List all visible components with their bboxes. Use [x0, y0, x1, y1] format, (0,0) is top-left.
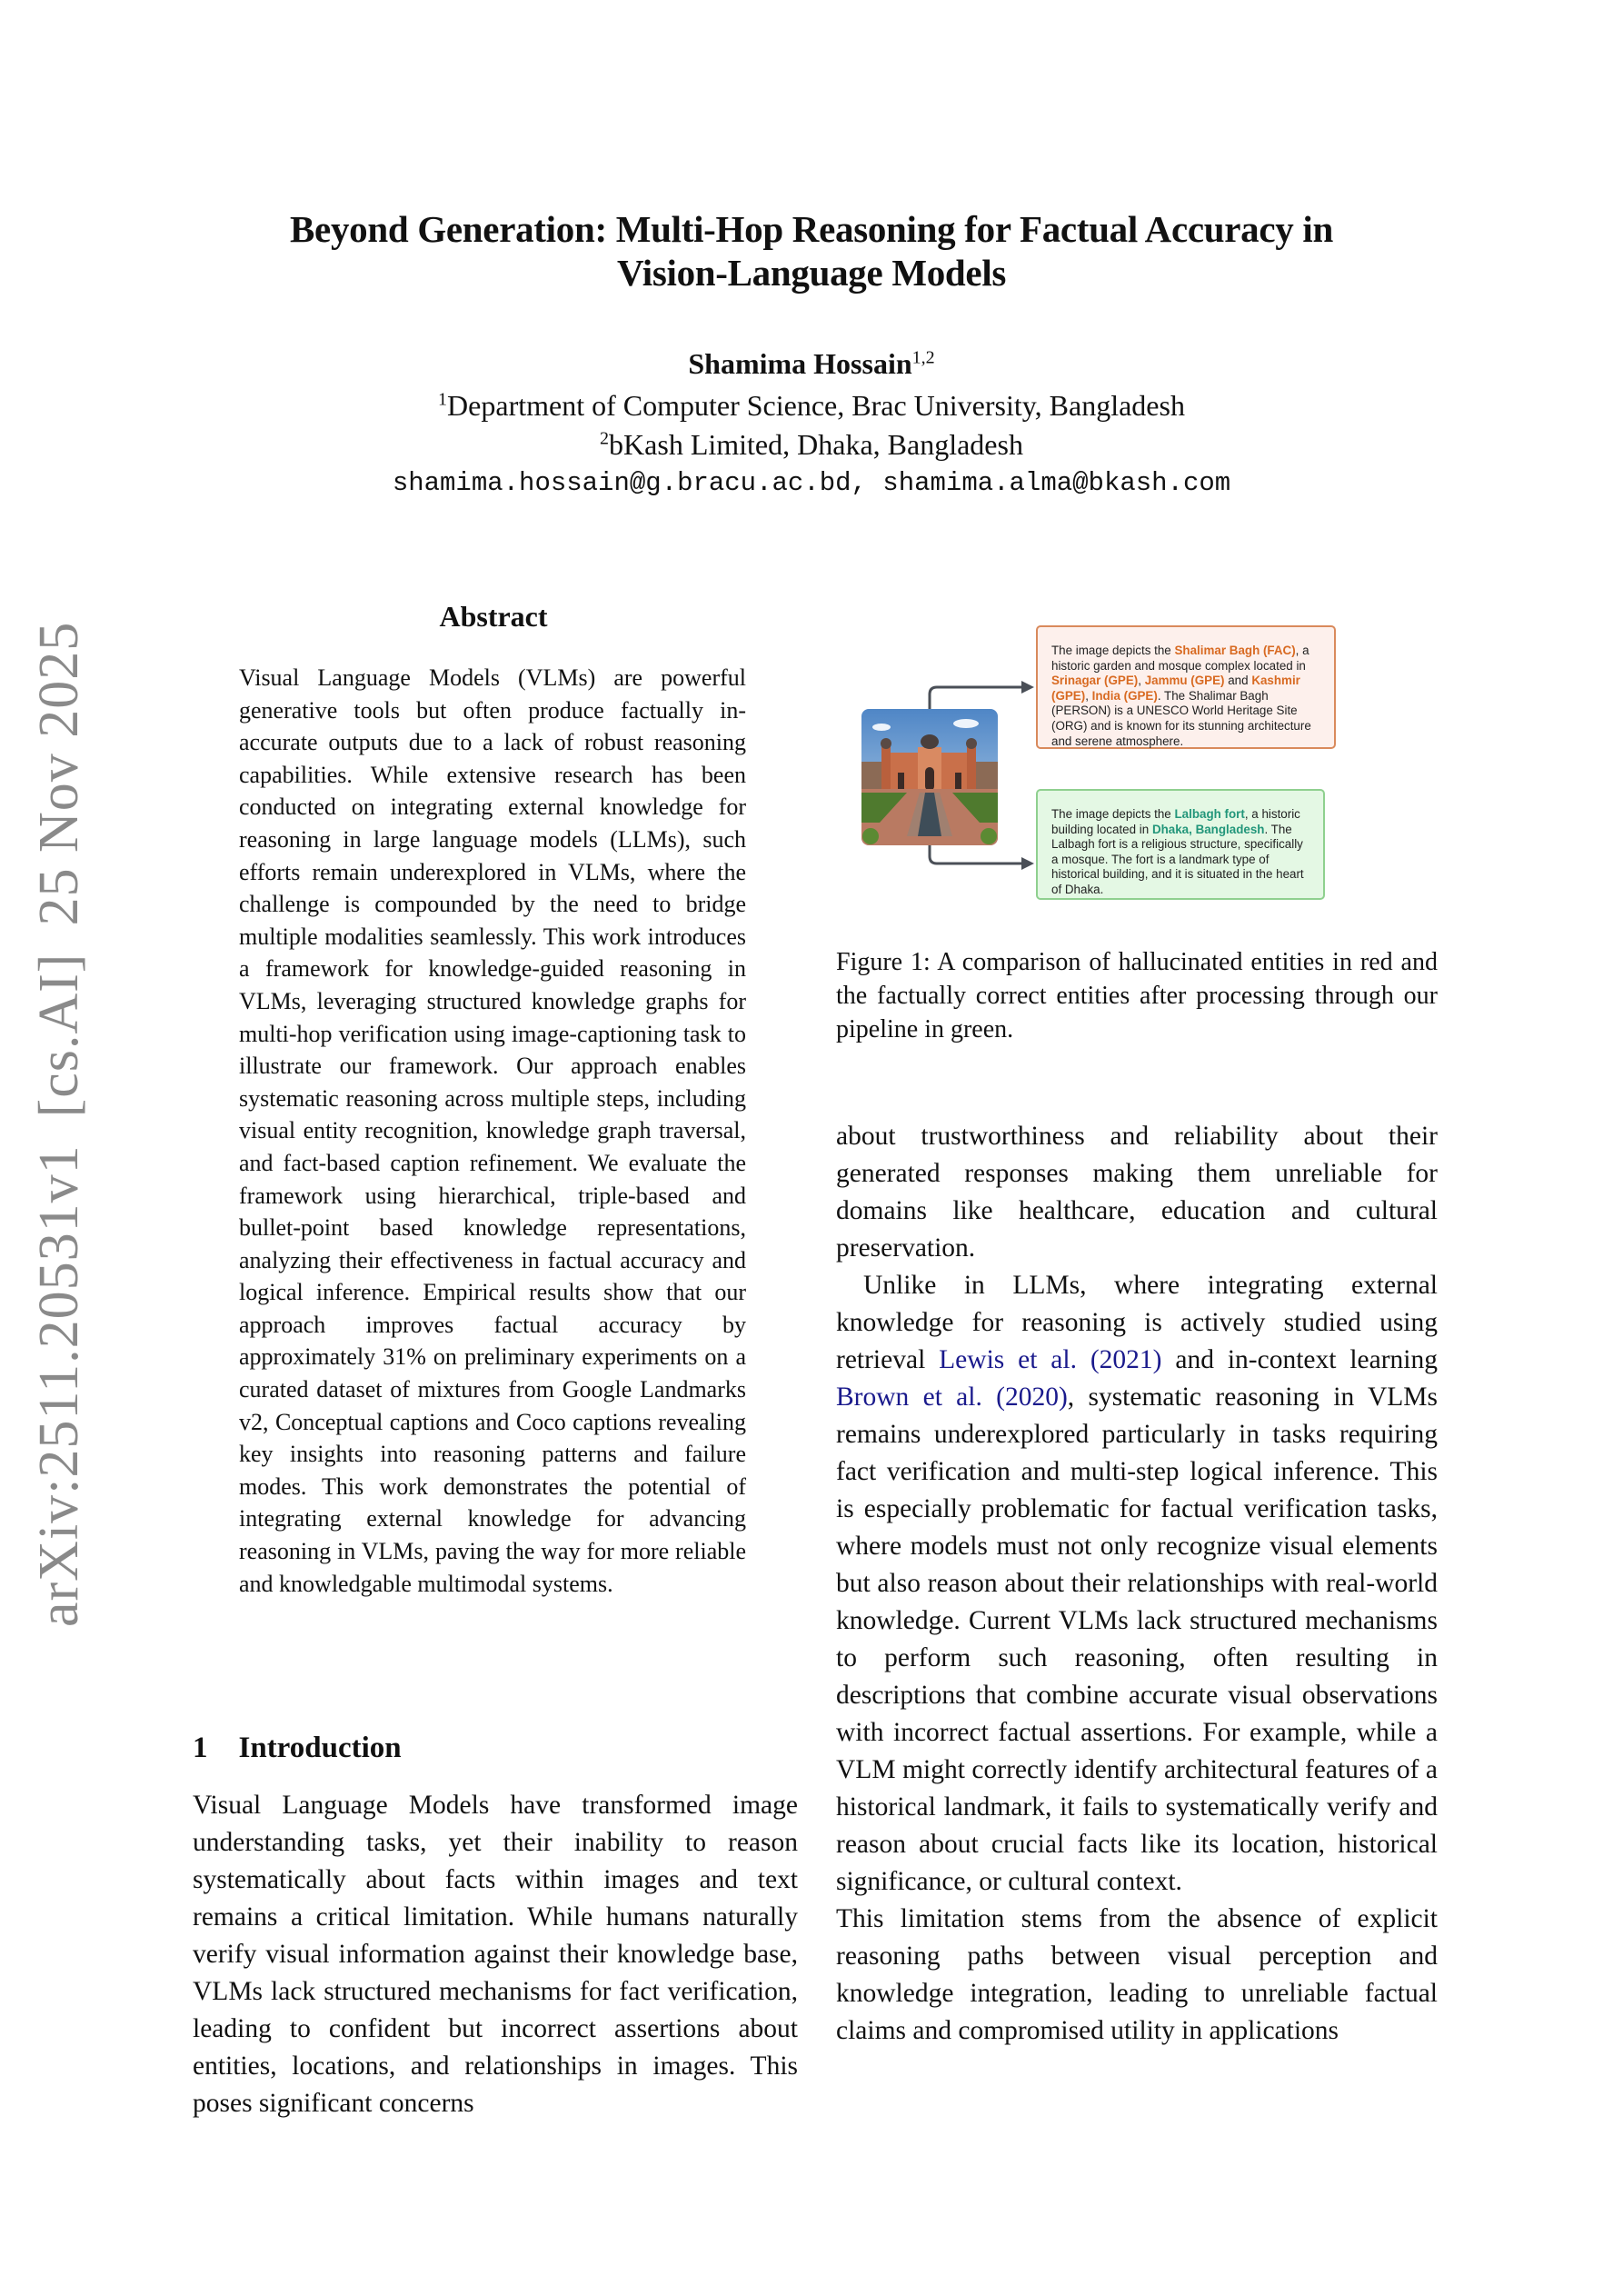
- fort-image-icon: [861, 709, 998, 845]
- hallucinated-entity: India (GPE): [1091, 688, 1158, 703]
- title-line-2: Vision-Language Models: [616, 252, 1007, 294]
- section-title: Introduction: [238, 1732, 402, 1764]
- section-number: 1: [193, 1732, 208, 1764]
- abstract-heading: Abstract: [439, 600, 548, 633]
- author-affil-sup: 1,2: [911, 347, 935, 368]
- author-emails: shamima.hossain@g.bracu.ac.bd, shamima.alma@bkash.com: [392, 468, 1231, 498]
- arxiv-category: [cs.AI]: [28, 953, 90, 1118]
- hallucinated-entity: Kashmir (GPE): [1051, 674, 1300, 703]
- paragraph: This limitation stems from the absence of explicit reasoning paths between visual perception and knowledge integration, leading to unreliable factual claims and compromised utility in applications: [836, 1904, 1438, 2045]
- arxiv-id: arXiv:2511.20531v1: [28, 1144, 90, 1627]
- title-line-1: Beyond Generation: Multi-Hop Reasoning for Factual Accuracy in: [290, 208, 1333, 250]
- hallucinated-entity: Srinagar (GPE): [1051, 674, 1139, 688]
- hallucinated-entity: Shalimar Bagh (FAC): [1174, 644, 1296, 657]
- author-name: Shamima Hossain$^{1,2}$: [688, 347, 935, 380]
- corrected-caption-box: The image depicts the Lalbagh fort, a historic building located in Dhaka, Bangladesh. The Lalbagh fort is a religious structure, specifically a mosque. The fort is a landmark type of historical building, and it is situated in the heart of Dhaka.: [1036, 789, 1325, 900]
- arxiv-side-label: [27, 594, 92, 1627]
- abstract-text: Visual Language Models (VLMs) are powerful generative tools but often produce factually inaccurate outputs due to a lack of robust reasoning capabilities. While extensive research has been conducted on integrating external knowledge for reasoning in large language models (LLMs), such efforts remain underexplored in VLMs, where the challenge is compounded by the need to bridge multiple modalities seamlessly. This work introduces a framework for knowledge-guided reasoning in VLMs, leveraging structured knowledge graphs for multi-hop verification using image-captioning task to illustrate our framework. Our approach enables systematic reasoning across multiple steps, including visual entity recognition, knowledge graph traversal, and fact-based caption refinement. We evaluate the framework using hierarchical, triple-based and bullet-point based knowledge representations, analyzing their effectiveness in factual accuracy and logical inference. Empirical results show that our approach improves factual accuracy by approximately 31% on preliminary experiments on a curated dataset of mixtures from Google Landmarks v2, Conceptual captions and Coco captions revealing key insights into reasoning patterns and failure modes. This work demonstrates the potential of integrating external knowledge for advancing reasoning in VLMs, paving the way for more reliable and knowledgable multimodal systems.: [239, 664, 746, 1597]
- citation-lewis-2021[interactable]: Lewis et al. (2021): [939, 1345, 1162, 1374]
- correct-entity: Dhaka, Bangladesh: [1151, 822, 1265, 836]
- correct-entity: Lalbagh fort: [1174, 807, 1245, 821]
- hallucinated-entity: Jammu (GPE): [1144, 674, 1225, 688]
- affiliation-2: $^2$bKash Limited, Dhaka, Bangladesh: [600, 428, 1023, 461]
- landmark-photo: [861, 709, 998, 845]
- affiliation-1: $^1$Department of Computer Science, Brac University, Bangladesh: [438, 389, 1185, 422]
- figure-1: [854, 618, 1427, 909]
- section-heading-introduction: [193, 1732, 402, 1765]
- hallucinated-caption-box: The image depicts the Shalimar Bagh (FAC), a historic garden and mosque complex located in Srinagar (GPE), Jammu (GPE) and Kashmir (GPE), India (GPE). The Shalimar Bagh (PERSON) is a UNESCO World Heritage Site (ORG) and is known for its stunning architecture and serene atmosphere.: [1036, 625, 1336, 749]
- right-column-text: [836, 1118, 1438, 2050]
- paragraph: about trustworthiness and reliability about their generated responses making them unreliable for domains like healthcare, education and cultural preservation.: [836, 1122, 1438, 1263]
- figure-1-caption: Figure 1: A comparison of hallucinated entities in red and the factually correct entities after processing through our pipeline in green.: [836, 948, 1438, 1043]
- citation-brown-2020[interactable]: Brown et al. (2020): [836, 1383, 1068, 1412]
- paper-title: [0, 207, 1623, 294]
- introduction-paragraph: Visual Language Models have transformed image understanding tasks, yet their inability to reason systematically about facts within images and text remains a critical limitation. While humans naturally verify visual information against their knowledge base, VLMs lack structured mechanisms for fact verification, leading to confident but incorrect assertions about entities, locations, and relationships in images. This poses significant concerns: [193, 1791, 798, 2118]
- arxiv-date: 25 Nov 2025: [28, 621, 90, 926]
- paragraph: Unlike in LLMs, where integrating external knowledge for reasoning is actively studied using retrieval Lewis et al. (2021) and in-context learning Brown et al. (2020), systematic reasoning in VLMs remains underexplored particularly in tasks requiring fact verification and multi-step logical inference. This is especially problematic for factual verification tasks, where models must not only recognize visual elements but also reason about their relationships with real-world knowledge. Current VLMs lack structured mechanisms to perform such reasoning, often resulting in descriptions that combine accurate visual observations with incorrect factual assertions. For example, while a VLM might correctly identify architectural features of a historical landmark, it fails to systematically verify and reason about crucial facts like its location, historical significance, or cultural context.: [836, 1271, 1438, 1896]
